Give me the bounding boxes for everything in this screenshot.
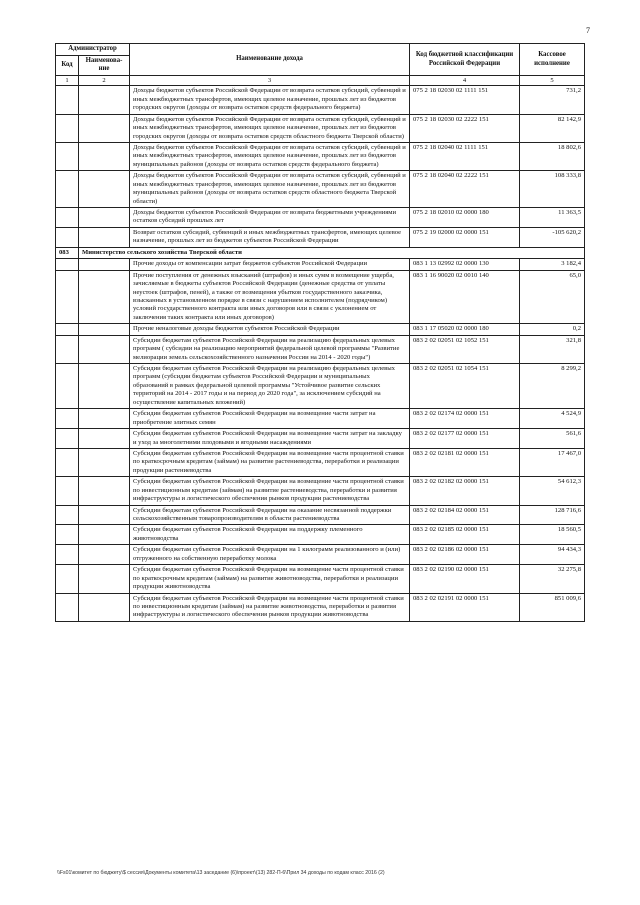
- admin-name-cell: [79, 86, 130, 114]
- budget-code-cell: 083 2 02 02184 02 0000 151: [410, 505, 520, 525]
- income-name-cell: Субсидии бюджетам субъектов Российской Федерации на возмещение части процентной ставки по инвестиционным кредитам (займам) на развитие растениеводства, переработки и развития инфраструктуры и логистического обеспечения рынков продукции растениеводства: [130, 477, 410, 505]
- admin-name-cell: [79, 270, 130, 324]
- amount-cell: 65,0: [520, 270, 585, 324]
- admin-name-header: Наименова-ние: [79, 55, 130, 75]
- budget-code-cell: 083 2 02 02186 02 0000 151: [410, 545, 520, 565]
- file-path-footer: \\Fs01\комитет по бюджету\$ сессия\Документы комитета\13 заседание (6)\проект\(13) 282-П-6\Прил 34 доходы по кодам класс 2016 (2): [57, 870, 385, 876]
- amount-cell: 11 363,5: [520, 208, 585, 228]
- income-name-cell: Субсидии бюджетам субъектов Российской Федерации на возмещение части затрат на приобретение элитных семян: [130, 409, 410, 429]
- admin-name-cell: [79, 545, 130, 565]
- cash-execution-header: Кассовое исполнение: [520, 44, 585, 76]
- column-number: 4: [410, 76, 520, 86]
- amount-cell: 82 142,9: [520, 114, 585, 142]
- income-name-cell: Прочие неналоговые доходы бюджетов субъектов Российской Федерации: [130, 324, 410, 335]
- amount-cell: 94 434,3: [520, 545, 585, 565]
- budget-code-cell: 075 2 19 02000 02 0000 151: [410, 227, 520, 247]
- budget-code-cell: 083 2 02 02177 02 0000 151: [410, 429, 520, 449]
- admin-code-cell: [56, 593, 79, 621]
- column-number: 3: [130, 76, 410, 86]
- table-row: [56, 114, 585, 142]
- amount-cell: 108 333,8: [520, 171, 585, 208]
- income-name-cell: Субсидии бюджетам субъектов Российской Федерации на возмещение части процентной ставки по краткосрочным кредитам (займам) на развитие растениеводства, переработки и реализации продукции растениеводства: [130, 448, 410, 476]
- table-row: [56, 545, 585, 565]
- admin-name-cell: [79, 324, 130, 335]
- department-code: 083: [56, 247, 79, 258]
- budget-code-cell: 083 2 02 02190 02 0000 151: [410, 565, 520, 593]
- budget-code-cell: 075 2 18 02040 02 1111 151: [410, 142, 520, 170]
- table-row: [56, 270, 585, 324]
- admin-code-cell: [56, 227, 79, 247]
- budget-code-cell: 083 2 02 02181 02 0000 151: [410, 448, 520, 476]
- budget-code-cell: 075 2 18 02040 02 2222 151: [410, 171, 520, 208]
- income-name-cell: Субсидии бюджетам субъектов Российской Федерации на возмещение части процентной ставки по краткосрочным кредитам (займам) на развитие животноводства, переработки и реализации продукции животноводства: [130, 565, 410, 593]
- admin-code-cell: [56, 335, 79, 363]
- budget-code-cell: 075 2 18 02030 02 2222 151: [410, 114, 520, 142]
- income-name-cell: Субсидии бюджетам субъектов Российской Федерации на реализацию федеральных целевых программ ( субсидии на реализацию мероприятий федеральной целевой программы "Развитие мелиорации земель сельскохозяйственного назначения России на 2014 - 2020 годы"): [130, 335, 410, 363]
- table-row: [56, 477, 585, 505]
- income-name-cell: Доходы бюджетов субъектов Российской Федерации от возврата остатков субсидий, субвенций и иных межбюджетных трансфертов, имеющих целевое назначение, прошлых лет из бюджетов муниципальных районов (доходы от возврата остатков средств федерального бюджета): [130, 142, 410, 170]
- amount-cell: 0,2: [520, 324, 585, 335]
- admin-name-cell: [79, 227, 130, 247]
- table-row: [56, 142, 585, 170]
- admin-name-cell: [79, 259, 130, 270]
- column-number: 5: [520, 76, 585, 86]
- income-name-cell: Субсидии бюджетам субъектов Российской Федерации на возмещение части затрат на закладку и уход за многолетними плодовыми и ягодными насаждениями: [130, 429, 410, 449]
- budget-code-header: Код бюджетной классификации Российской Федерации: [410, 44, 520, 76]
- page-number: 7: [586, 26, 590, 35]
- table-row: [56, 208, 585, 228]
- budget-code-cell: 083 2 02 02185 02 0000 151: [410, 525, 520, 545]
- table-row: [56, 593, 585, 621]
- admin-name-cell: [79, 477, 130, 505]
- income-name-cell: Доходы бюджетов субъектов Российской Федерации от возврата остатков субсидий, субвенций и иных межбюджетных трансфертов, имеющих целевое назначение, прошлых лет из бюджетов городских округов (доходы от возврата остатков средств федерального бюджета): [130, 86, 410, 114]
- amount-cell: -105 620,2: [520, 227, 585, 247]
- column-number: 2: [79, 76, 130, 86]
- admin-name-cell: [79, 593, 130, 621]
- budget-code-cell: 083 1 16 90020 02 0010 140: [410, 270, 520, 324]
- budget-code-cell: 083 2 02 02051 02 1052 151: [410, 335, 520, 363]
- amount-cell: 54 612,3: [520, 477, 585, 505]
- income-name-cell: Субсидии бюджетам субъектов Российской Федерации на 1 килограмм реализованного и (или) отгруженного на собственную переработку молока: [130, 545, 410, 565]
- table-row: [56, 448, 585, 476]
- admin-name-cell: [79, 565, 130, 593]
- table-row: [56, 259, 585, 270]
- admin-code-cell: [56, 208, 79, 228]
- income-name-header: Наименование дохода: [130, 44, 410, 76]
- admin-code-cell: [56, 142, 79, 170]
- admin-code-cell: [56, 565, 79, 593]
- admin-code-cell: [56, 448, 79, 476]
- table-row: [56, 324, 585, 335]
- admin-code-cell: [56, 409, 79, 429]
- table-row: [56, 429, 585, 449]
- admin-code-cell: [56, 324, 79, 335]
- admin-name-cell: [79, 208, 130, 228]
- income-name-cell: Субсидии бюджетам субъектов Российской Федерации на возмещение части процентной ставки по инвестиционным кредитам (займам) на развитие животноводства, переработки и развития инфраструктуры и логистического обеспечения рынков продукции животноводства: [130, 593, 410, 621]
- amount-cell: 18 802,6: [520, 142, 585, 170]
- income-name-cell: Доходы бюджетов субъектов Российской Федерации от возврата остатков субсидий, субвенций и иных межбюджетных трансфертов, имеющих целевое назначение, прошлых лет из бюджетов муниципальных районов (доходы от возврата остатков средств областного бюджета Тверской области): [130, 171, 410, 208]
- admin-name-cell: [79, 114, 130, 142]
- amount-cell: 8 299,2: [520, 364, 585, 409]
- amount-cell: 561,6: [520, 429, 585, 449]
- column-number: 1: [56, 76, 79, 86]
- budget-code-cell: 083 1 13 02992 02 0000 130: [410, 259, 520, 270]
- income-name-cell: Субсидии бюджетам субъектов Российской Федерации на оказание несвязанной поддержки сельскохозяйственным товаропроизводителям в области растениеводства: [130, 505, 410, 525]
- admin-code-cell: [56, 171, 79, 208]
- income-name-cell: Субсидии бюджетам субъектов Российской Федерации на реализацию федеральных целевых программ (субсидии бюджетам субъектов Российской Федерации и муниципальных образований в рамках федеральной целевой программы "Устойчивое развитие сельских территорий на 2014 - 2017 годы и на период до 2020 года", за исключением субсидий на осуществление капитальных вложений): [130, 364, 410, 409]
- budget-code-cell: 083 2 02 02051 02 1054 151: [410, 364, 520, 409]
- admin-name-cell: [79, 429, 130, 449]
- amount-cell: 18 560,5: [520, 525, 585, 545]
- amount-cell: 731,2: [520, 86, 585, 114]
- amount-cell: 17 467,0: [520, 448, 585, 476]
- administrator-header: Администратор: [56, 44, 130, 56]
- admin-code-cell: [56, 259, 79, 270]
- admin-name-cell: [79, 142, 130, 170]
- amount-cell: 3 182,4: [520, 259, 585, 270]
- table-row: [56, 86, 585, 114]
- admin-name-cell: [79, 525, 130, 545]
- admin-code-cell: [56, 86, 79, 114]
- admin-code-cell: [56, 429, 79, 449]
- table-row: [56, 227, 585, 247]
- code-header: Код: [56, 55, 79, 75]
- table-row: [56, 171, 585, 208]
- table-row: [56, 409, 585, 429]
- income-table: [55, 43, 585, 622]
- budget-code-cell: 083 1 17 05020 02 0000 180: [410, 324, 520, 335]
- admin-code-cell: [56, 114, 79, 142]
- department-row: [56, 247, 585, 258]
- admin-code-cell: [56, 545, 79, 565]
- amount-cell: 4 524,9: [520, 409, 585, 429]
- admin-name-cell: [79, 171, 130, 208]
- table-row: [56, 505, 585, 525]
- budget-code-cell: 083 2 02 02174 02 0000 151: [410, 409, 520, 429]
- admin-name-cell: [79, 409, 130, 429]
- budget-code-cell: 075 2 18 02010 02 0000 180: [410, 208, 520, 228]
- admin-name-cell: [79, 505, 130, 525]
- income-name-cell: Прочие поступления от денежных взысканий (штрафов) и иных сумм в возмещение ущерба, зачисляемые в бюджеты субъектов Российской Федерации (денежные средства от уплаты неустоек (штрафов, пеней), а также от возмещения убытков государственного заказчика, взысканных в установленном порядке в связи с нарушением исполнителем (подрядчиком) условий государственного контракта или иных договоров или в связи с уклонением от заключения таких контракта или иных договоров): [130, 270, 410, 324]
- budget-code-cell: 083 2 02 02191 02 0000 151: [410, 593, 520, 621]
- income-name-cell: Возврат остатков субсидий, субвенций и иных межбюджетных трансфертов, имеющих целевое назначение, прошлых лет из бюджетов субъектов Российской Федерации: [130, 227, 410, 247]
- budget-code-cell: 083 2 02 02182 02 0000 151: [410, 477, 520, 505]
- admin-code-cell: [56, 505, 79, 525]
- table-row: [56, 364, 585, 409]
- amount-cell: 321,8: [520, 335, 585, 363]
- table-row: [56, 335, 585, 363]
- admin-code-cell: [56, 525, 79, 545]
- admin-name-cell: [79, 448, 130, 476]
- admin-code-cell: [56, 477, 79, 505]
- admin-code-cell: [56, 270, 79, 324]
- admin-name-cell: [79, 335, 130, 363]
- income-name-cell: Прочие доходы от компенсации затрат бюджетов субъектов Российской Федерации: [130, 259, 410, 270]
- income-name-cell: Доходы бюджетов субъектов Российской Федерации от возврата бюджетными учреждениями остатков субсидий прошлых лет: [130, 208, 410, 228]
- table-row: [56, 565, 585, 593]
- admin-name-cell: [79, 364, 130, 409]
- income-name-cell: Субсидии бюджетам субъектов Российской Федерации на поддержку племенного животноводства: [130, 525, 410, 545]
- budget-code-cell: 075 2 18 02030 02 1111 151: [410, 86, 520, 114]
- amount-cell: 32 275,8: [520, 565, 585, 593]
- income-name-cell: Доходы бюджетов субъектов Российской Федерации от возврата остатков субсидий, субвенций и иных межбюджетных трансфертов, имеющих целевое назначение, прошлых лет из бюджетов городских округов (доходы от возврата остатков средств областного бюджета Тверской области): [130, 114, 410, 142]
- amount-cell: 851 009,6: [520, 593, 585, 621]
- table-row: [56, 525, 585, 545]
- admin-code-cell: [56, 364, 79, 409]
- department-name: Министерство сельского хозяйства Тверской области: [79, 247, 585, 258]
- amount-cell: 128 716,6: [520, 505, 585, 525]
